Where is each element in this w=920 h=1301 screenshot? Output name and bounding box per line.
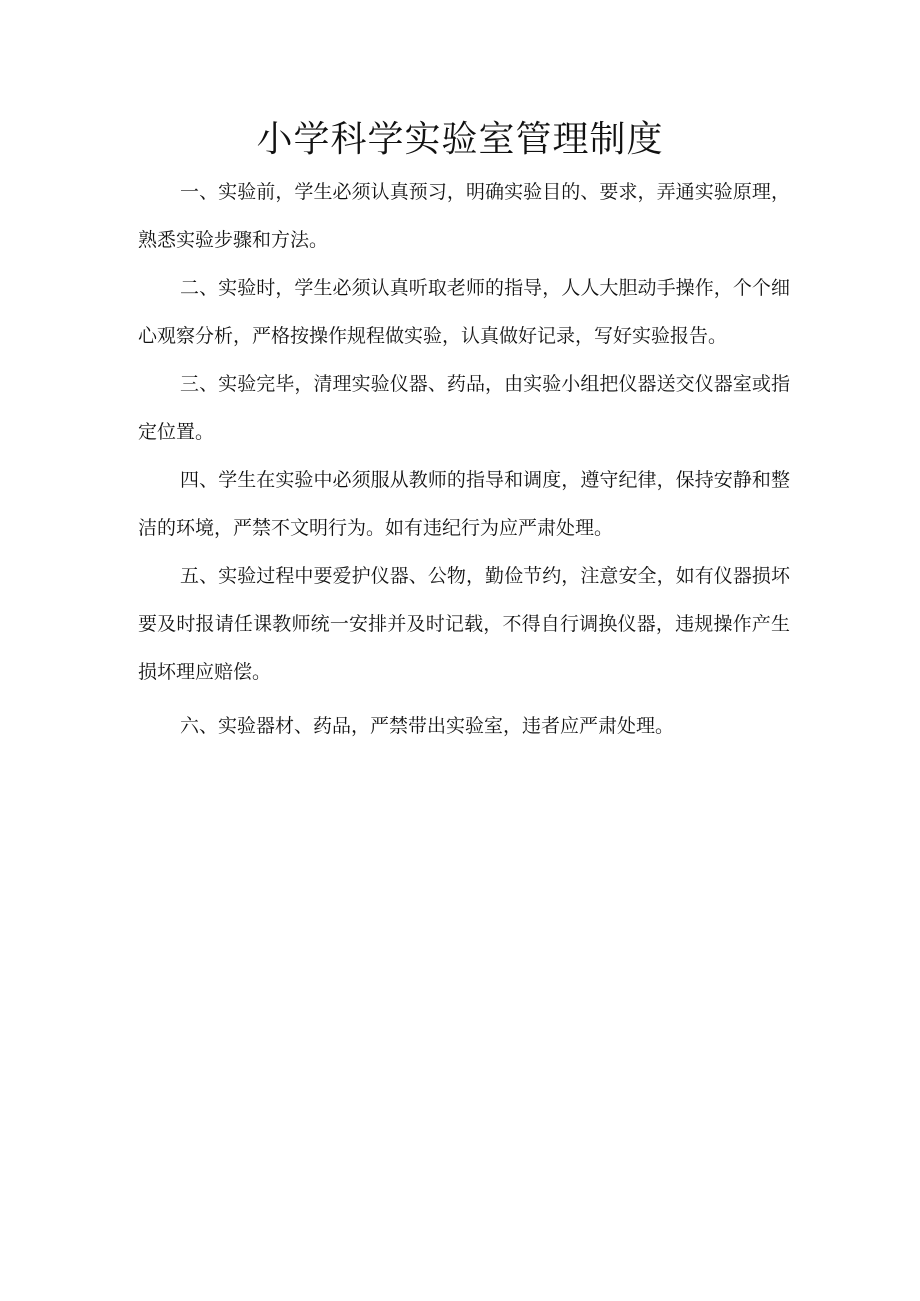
rule-item-6: 六、实验器材、药品，严禁带出实验室，违者应严肃处理。 — [180, 715, 675, 737]
rule-item-3: 三、实验完毕，清理实验仪器、药品，由实验小组把仪器送交仪器室或指定位置。 — [138, 373, 790, 443]
rule-item-4: 四、学生在实验中必须服从教师的指导和调度，遵守纪律，保持安静和整洁的环境，严禁不文明行为。如有违纪行为应严肃处理。 — [138, 469, 790, 539]
rule-item-1: 一、实验前，学生必须认真预习，明确实验目的、要求，弄通实验原理，熟悉实验步骤和方法。 — [138, 181, 790, 251]
rules-list — [138, 168, 790, 750]
document-title: 小学科学实验室管理制度 — [256, 119, 664, 160]
rule-item-2: 二、实验时，学生必须认真听取老师的指导，人人大胆动手操作，个个细心观察分析，严格按操作规程做实验，认真做好记录，写好实验报告。 — [138, 277, 790, 347]
rule-item-5: 五、实验过程中要爱护仪器、公物，勤俭节约，注意安全，如有仪器损坏要及时报请任课教师统一安排并及时记载，不得自行调换仪器，违规操作产生损坏理应赔偿。 — [138, 565, 790, 683]
